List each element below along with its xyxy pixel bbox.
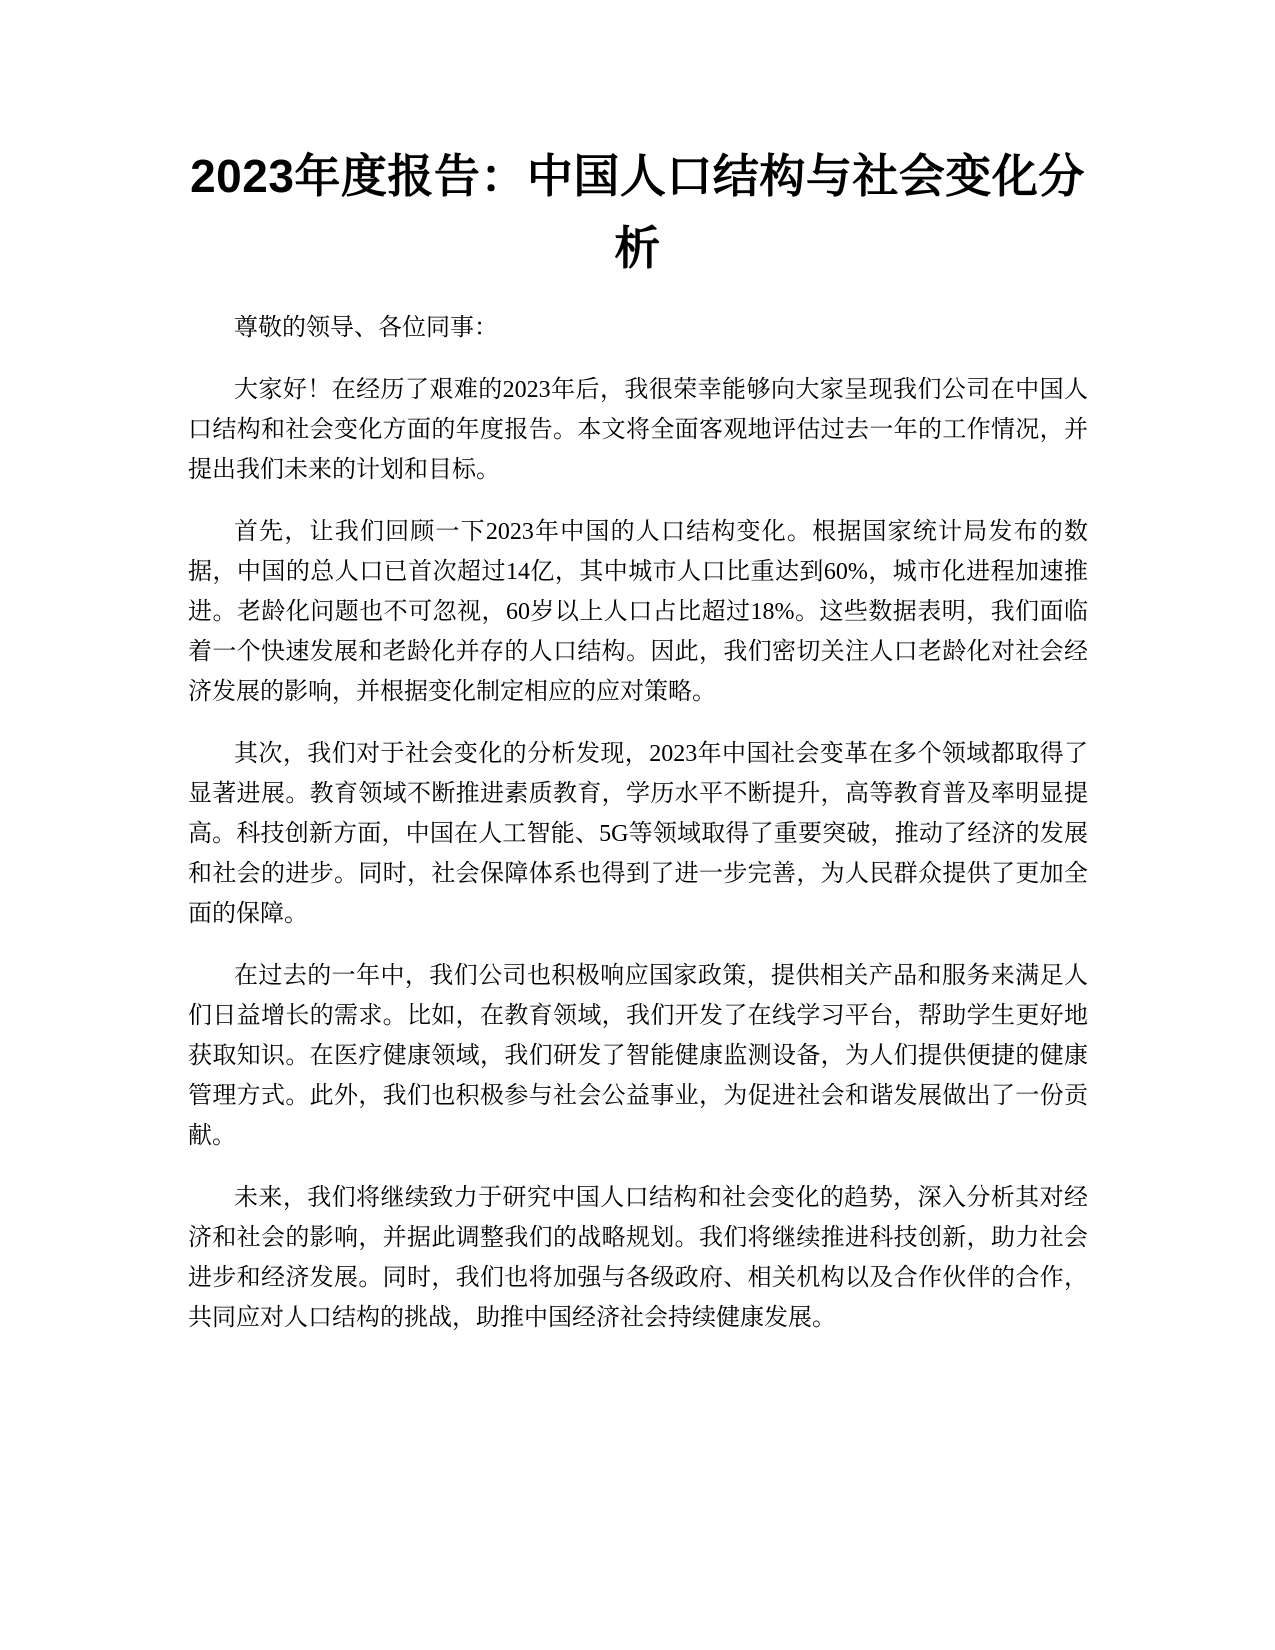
paragraph-population: 首先，让我们回顾一下2023年中国的人口结构变化。根据国家统计局发布的数据，中国的总人口已首次超过14亿，其中城市人口比重达到60%，城市化进程加速推进。老龄化问题也不可忽视，60岁以上人口占比超过18%。这些数据表明，我们面临着一个快速发展和老龄化并存的人口结构。因此，我们密切关注人口老龄化对社会经济发展的影响，并根据变化制定相应的应对策略。 [188, 519, 1088, 705]
document-body [188, 308, 1088, 1360]
document-title: 2023年度报告：中国人口结构与社会变化分析 [190, 150, 1085, 274]
paragraph-intro: 大家好！在经历了艰难的2023年后，我很荣幸能够向大家呈现我们公司在中国人口结构和社会变化方面的年度报告。本文将全面客观地评估过去一年的工作情况，并提出我们未来的计划和目标。 [188, 377, 1088, 483]
paragraph-company-actions: 在过去的一年中，我们公司也积极响应国家政策，提供相关产品和服务来满足人们日益增长的需求。比如，在教育领域，我们开发了在线学习平台，帮助学生更好地获取知识。在医疗健康领域，我们研发了智能健康监测设备，为人们提供便捷的健康管理方式。此外，我们也积极参与社会公益事业，为促进社会和谐发展做出了一份贡献。 [188, 963, 1088, 1149]
paragraph-social-change: 其次，我们对于社会变化的分析发现，2023年中国社会变革在多个领域都取得了显著进展。教育领域不断推进素质教育，学历水平不断提升，高等教育普及率明显提高。科技创新方面，中国在人工智能、5G等领域取得了重要突破，推动了经济的发展和社会的进步。同时，社会保障体系也得到了进一步完善，为人民群众提供了更加全面的保障。 [188, 741, 1088, 927]
salutation: 尊敬的领导、各位同事： [234, 315, 498, 341]
paragraph-future: 未来，我们将继续致力于研究中国人口结构和社会变化的趋势，深入分析其对经济和社会的影响，并据此调整我们的战略规划。我们将继续推进科技创新，助力社会进步和经济发展。同时，我们也将加强与各级政府、相关机构以及合作伙伴的合作，共同应对人口结构的挑战，助推中国经济社会持续健康发展。 [188, 1185, 1088, 1331]
